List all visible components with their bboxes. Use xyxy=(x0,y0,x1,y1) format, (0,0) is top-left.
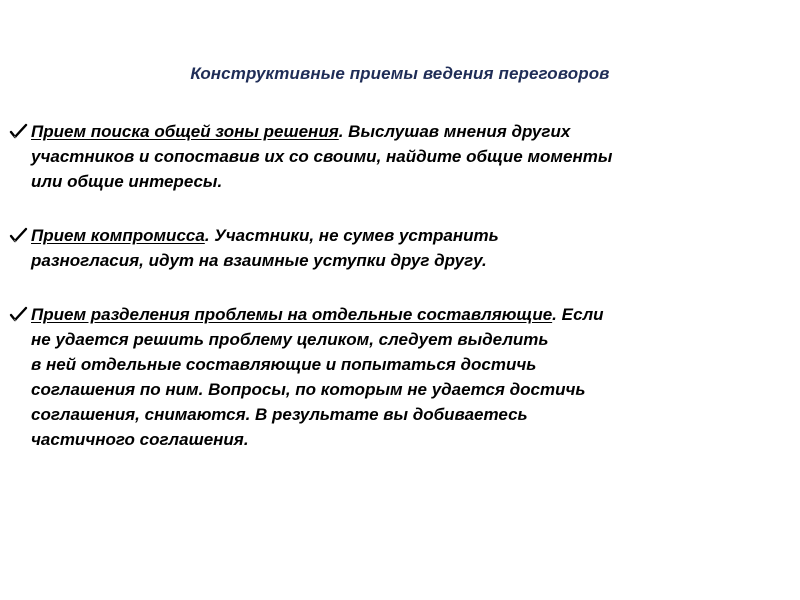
item-term: Прием поиска общей зоны решения xyxy=(31,122,339,141)
item-text: . Участники, не сумев устранить xyxy=(204,226,499,245)
checkmark-icon xyxy=(9,227,31,243)
item-term: Прием компромисса xyxy=(31,226,205,245)
item-line: или общие интересы. xyxy=(31,172,223,191)
item-line: участников и сопоставив их со своими, найдите общие моменты xyxy=(31,147,613,166)
item-line: в ней отдельные составляющие и попытаться достичь xyxy=(31,355,537,374)
item-line xyxy=(9,119,794,144)
checkmark-icon xyxy=(9,306,31,322)
item-line: не удается решить проблему целиком, следует выделить xyxy=(31,330,549,349)
slide-title: Конструктивные приемы ведения переговоров xyxy=(190,64,610,83)
list-item-compromise xyxy=(9,223,794,273)
list-item-common-ground xyxy=(9,119,794,194)
item-line: соглашения по ним. Вопросы, по которым не удается достичь xyxy=(31,380,586,399)
list-item-problem-division xyxy=(9,302,794,452)
item-line xyxy=(9,302,794,327)
item-line: разногласия, идут на взаимные уступки друг другу. xyxy=(31,251,487,270)
item-line: соглашения, снимаются. В результате вы добиваетесь xyxy=(31,405,528,424)
item-text: . Если xyxy=(552,305,604,324)
item-line xyxy=(9,223,794,248)
item-text: . Выслушав мнения других xyxy=(338,122,571,141)
item-line: частичного соглашения. xyxy=(31,430,249,449)
checkmark-icon xyxy=(9,123,31,139)
item-term: Прием разделения проблемы на отдельные составляющие xyxy=(31,305,553,324)
